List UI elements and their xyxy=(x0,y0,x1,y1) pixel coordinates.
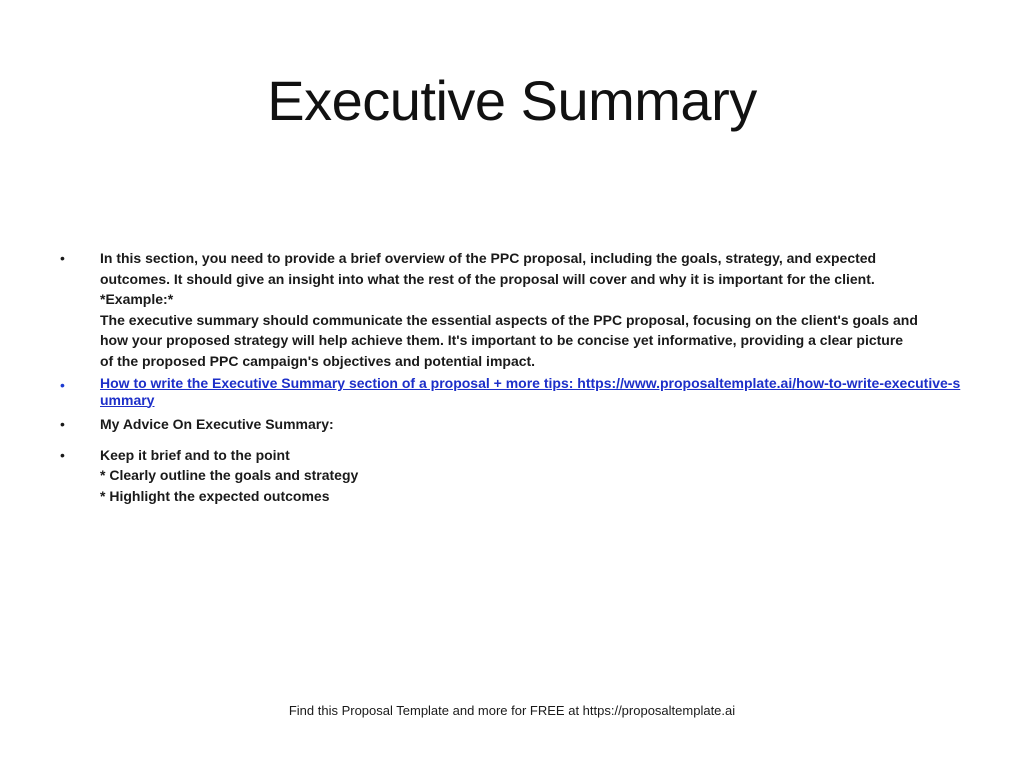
bullet-advice-heading xyxy=(56,414,966,435)
bullet-dot-icon: • xyxy=(60,416,65,432)
bullet-text-line: outcomes. It should give an insight into what the rest of the proposal will cover and why it is important for the client. xyxy=(100,270,875,287)
bullet-text-line: The executive summary should communicate the essential aspects of the PPC proposal, focusing on the client's goals and xyxy=(100,311,918,328)
bullet-dot-icon: • xyxy=(60,377,65,393)
bullet-dot-icon: • xyxy=(60,446,65,463)
bullet-advice-list xyxy=(56,445,966,507)
bullet-link xyxy=(56,375,966,408)
bullet-list xyxy=(56,248,966,506)
bullet-text-line: * Highlight the expected outcomes xyxy=(100,487,330,504)
executive-summary-tips-link[interactable]: How to write the Executive Summary section of a proposal + more tips: https://www.proposaltemplate.ai/how-to-write-executive-summary xyxy=(100,375,961,408)
bullet-text-line: * Clearly outline the goals and strategy xyxy=(100,467,359,483)
bullet-overview xyxy=(56,248,966,371)
bullet-text-line: of the proposed PPC campaign's objectives and potential impact. xyxy=(100,352,536,369)
footer-text: Find this Proposal Template and more for FREE at https://proposaltemplate.ai xyxy=(288,703,736,718)
bullet-text-line: *Example:* xyxy=(100,291,174,307)
bullet-text-line: In this section, you need to provide a brief overview of the PPC proposal, including the goals, strategy, and expected xyxy=(100,250,877,266)
bullet-text-line: Keep it brief and to the point xyxy=(100,446,290,463)
bullet-dot-icon: • xyxy=(60,250,65,266)
bullet-text-line: My Advice On Executive Summary: xyxy=(100,416,334,432)
bullet-text-line: how your proposed strategy will help achieve them. It's important to be concise yet informative, providing a clear picture xyxy=(100,332,904,348)
slide-title: Executive Summary xyxy=(267,69,757,132)
